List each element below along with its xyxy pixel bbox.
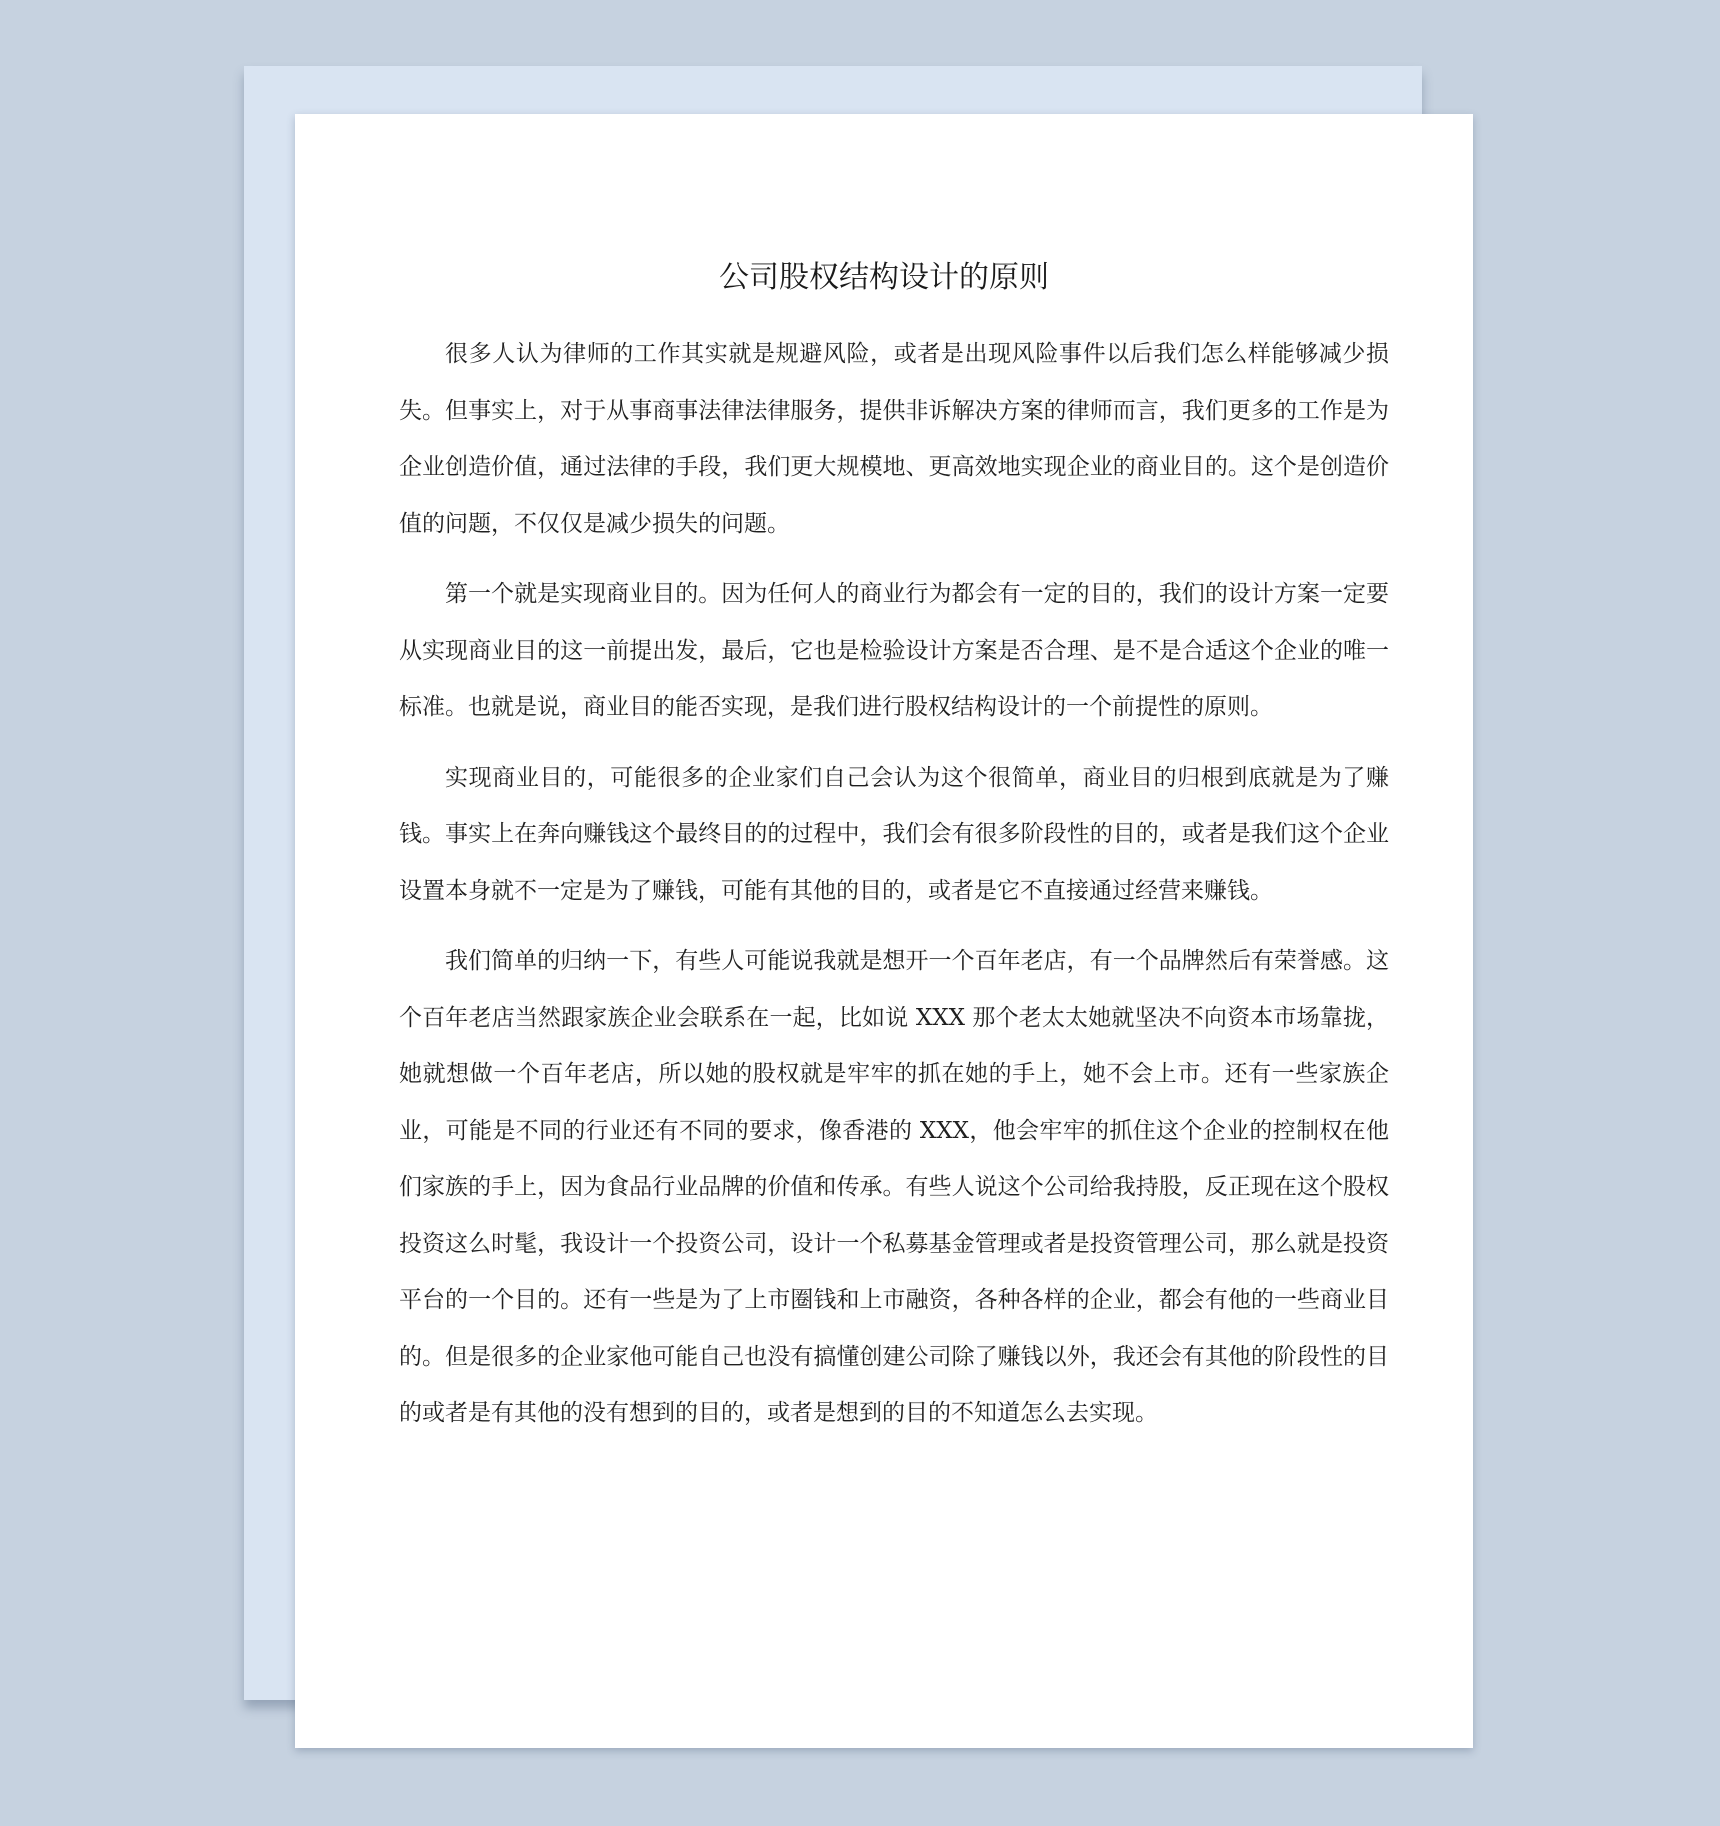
paragraph: 我们简单的归纳一下，有些人可能说我就是想开一个百年老店，有一个品牌然后有荣誉感。这个百年老店当然跟家族企业会联系在一起，比如说 XXX 那个老太太她就坚决不向资本市场靠拢，她就想做一个百年老店，所以她的股权就是牢牢的抓在她的手上，她不会上市。还有一些家族企业，可能是不同的行业还有不同的要求，像香港的 XXX，他会牢牢的抓住这个企业的控制权在他们家族的手上，因为食品行业品牌的价值和传承。有些人说这个公司给我持股，反正现在这个股权投资这么时髦，我设计一个投资公司，设计一个私募基金管理或者是投资管理公司，那么就是投资平台的一个目的。还有一些是为了上市圈钱和上市融资，各种各样的企业，都会有他的一些商业目的。但是很多的企业家他可能自己也没有搞懂创建公司除了赚钱以外，我还会有其他的阶段性的目的或者是有其他的没有想到的目的，或者是想到的目的不知道怎么去实现。	[399, 948, 1389, 1426]
document-body	[399, 326, 1389, 1456]
document-page	[295, 114, 1473, 1748]
paragraph: 实现商业目的，可能很多的企业家们自己会认为这个很简单，商业目的归根到底就是为了赚钱。事实上在奔向赚钱这个最终目的的过程中，我们会有很多阶段性的目的，或者是我们这个企业设置本身就不一定是为了赚钱，可能有其他的目的，或者是它不直接通过经营来赚钱。	[399, 764, 1389, 904]
paragraph: 很多人认为律师的工作其实就是规避风险，或者是出现风险事件以后我们怎么样能够减少损失。但事实上，对于从事商事法律法律服务，提供非诉解决方案的律师而言，我们更多的工作是为企业创造价值，通过法律的手段，我们更大规模地、更高效地实现企业的商业目的。这个是创造价值的问题，不仅仅是减少损失的问题。	[399, 341, 1389, 537]
document-title: 公司股权结构设计的原则	[719, 260, 1049, 295]
paragraph: 第一个就是实现商业目的。因为任何人的商业行为都会有一定的目的，我们的设计方案一定要从实现商业目的这一前提出发，最后，它也是检验设计方案是否合理、是不是合适这个企业的唯一标准。也就是说，商业目的能否实现，是我们进行股权结构设计的一个前提性的原则。	[399, 581, 1389, 720]
